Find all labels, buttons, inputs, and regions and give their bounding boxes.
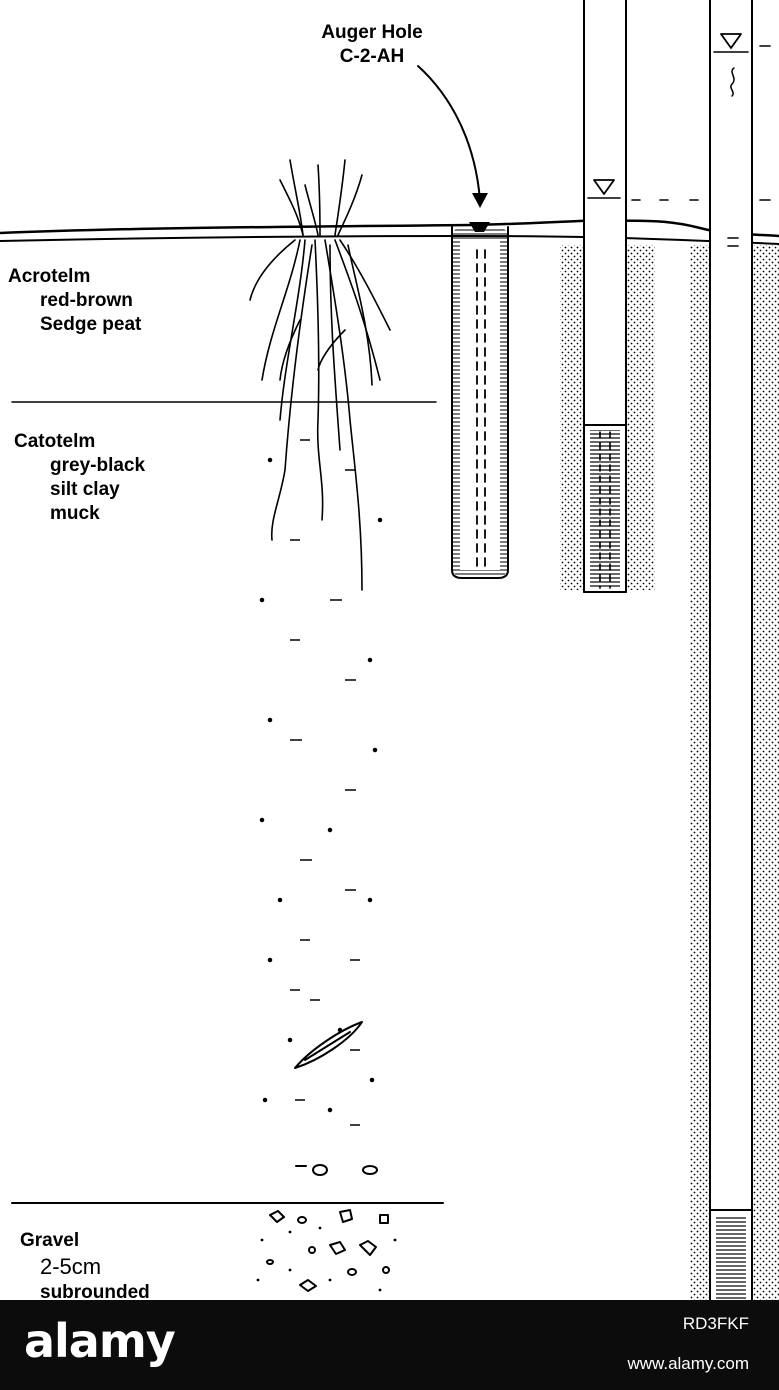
sedge-plant-roots	[250, 160, 390, 590]
auger-hole-arrowhead	[472, 193, 488, 208]
watermark-brand: alamy	[24, 1314, 175, 1368]
acrotelm-color-label: red-brown	[40, 290, 133, 311]
watermark-image-id: RD3FKF	[682, 1314, 749, 1333]
gravel-label: Gravel	[20, 1230, 80, 1251]
watermark-url: www.alamy.com	[627, 1354, 749, 1373]
acrotelm-label: Acrotelm	[8, 266, 91, 287]
catotelm-label: Catotelm	[14, 431, 96, 452]
ground-surface	[0, 220, 779, 244]
wood-fragment	[295, 1022, 362, 1068]
auger-hole-label-line2: C-2-AH	[339, 46, 405, 67]
gravel-dots	[257, 1227, 397, 1292]
catotelm-material-label: silt clay	[50, 479, 120, 500]
auger-hole	[452, 222, 508, 578]
gravel-layer	[267, 1210, 389, 1291]
catotelm-muck-label: muck	[50, 503, 100, 524]
piezometer-deep	[690, 0, 779, 1300]
catotelm-texture	[261, 440, 382, 1125]
auger-hole-arrow	[418, 66, 480, 200]
pebbles	[296, 1165, 377, 1175]
watermark-banner	[0, 1300, 779, 1390]
acrotelm-material-label: Sedge peat	[40, 314, 142, 335]
piezometer-shallow	[560, 0, 655, 592]
catotelm-color-label: grey-black	[50, 455, 146, 476]
gravel-size-label: 2-5cm	[40, 1254, 102, 1279]
auger-hole-label-line1: Auger Hole	[321, 22, 423, 43]
gravel-shape-label: subrounded	[40, 1282, 150, 1300]
